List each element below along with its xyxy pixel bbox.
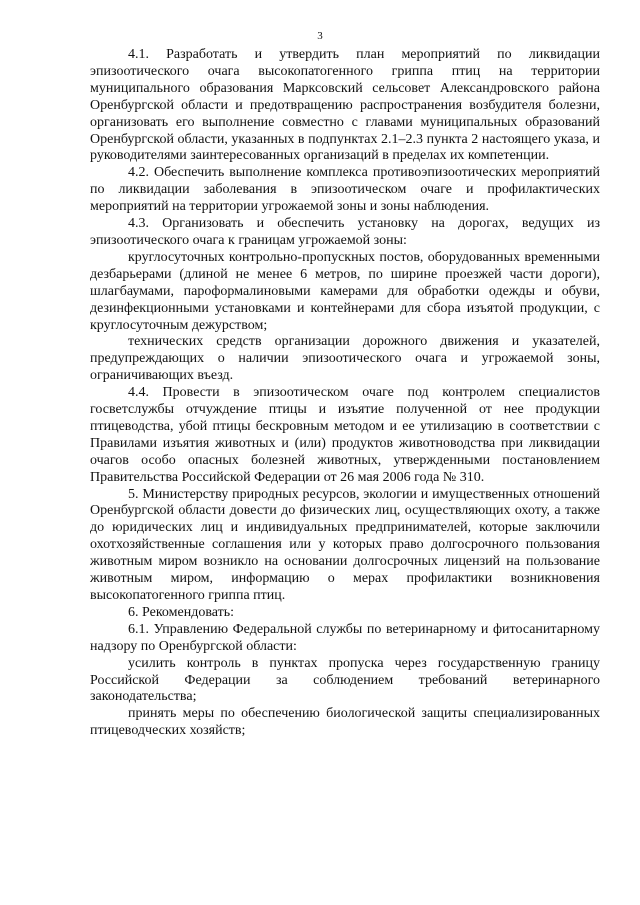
document-body — [90, 47, 600, 740]
paragraph-4-2: 4.2. Обеспечить выполнение комплекса противоэпизоотических мероприятий по ликвидации заболевания в эпизоотическом очаге и профилактических мероприятий на территории угрожаемой зоны и зоны наблюдения. — [90, 165, 600, 215]
paragraph-6: 6. Рекомендовать: — [128, 604, 234, 620]
paragraph-4-3-traffic-means: технических средств организации дорожного движения и указателей, предупреждающих о наличии эпизоотического очага и угрожаемой зоны, ограничивающих въезд. — [90, 334, 600, 384]
paragraph-6-1-biosecurity: принять меры по обеспечению биологической защиты специализированных птицеводческих хозяйств; — [90, 706, 600, 739]
paragraph-4-3: 4.3. Организовать и обеспечить установку на дорогах, ведущих из эпизоотического очага к границам угрожаемой зоны: — [90, 216, 600, 248]
paragraph-6-1: 6.1. Управлению Федеральной службы по ветеринарному и фитосанитарному надзору по Оренбургской области: — [90, 621, 600, 654]
paragraph-4-1: 4.1. Разработать и утвердить план мероприятий по ликвидации эпизоотического очага высокопатогенного гриппа птиц на территории муниципального образования Марксовский сельсовет Александровского района Оренбургской области и предотвращению распространения возбудителя болезни, организовать его выполнение совместно с главами муниципальных образований Оренбургской области, указанных в подпунктах 2.1–2.3 пункта 2 настоящего указа, и руководителями заинтересованных организаций в пределах их компетенции. — [90, 47, 600, 164]
paragraph-5: 5. Министерству природных ресурсов, экологии и имущественных отношений Оренбургской области довести до физических лиц, осуществляющих охоту, а также до юридических лиц и индивидуальных предпринимателей, которые заключили охотхозяйственные соглашения или у которых право долгосрочного пользования животным миром возникло на основании долгосрочных лицензий на пользование животным миром, информацию о мерах профилактики возникновения высокопатогенного гриппа птиц. — [90, 486, 600, 603]
paragraph-4-3-checkpoints: круглосуточных контрольно-пропускных постов, оборудованных временными дезбарьерами (длиной не менее 6 метров, по ширине проезжей части дороги), шлагбаумами, пароформалиновыми камерами для обработки одежды и обуви, дезинфекционными установками и контейнерами для сбора изъятой продукции, с круглосуточным дежурством; — [90, 249, 600, 333]
paragraph-6-1-border-control: усилить контроль в пунктах пропуска через государственную границу Российской Федерации за соблюдением требований ветеринарного законодательства; — [90, 655, 600, 705]
page-number: 3 — [317, 30, 323, 42]
paragraph-4-4: 4.4. Провести в эпизоотическом очаге под контролем специалистов госветслужбы отчуждение птицы и изъятие полученной от нее продукции птицеводства, убой птицы бескровным методом и ее утилизацию в соответствии с Правилами изъятия животных и (или) продуктов животноводства при ликвидации очагов особо опасных болезней животных, утвержденными постановлением Правительства Российской Федерации от 26 мая 2006 года № 310. — [90, 385, 600, 485]
